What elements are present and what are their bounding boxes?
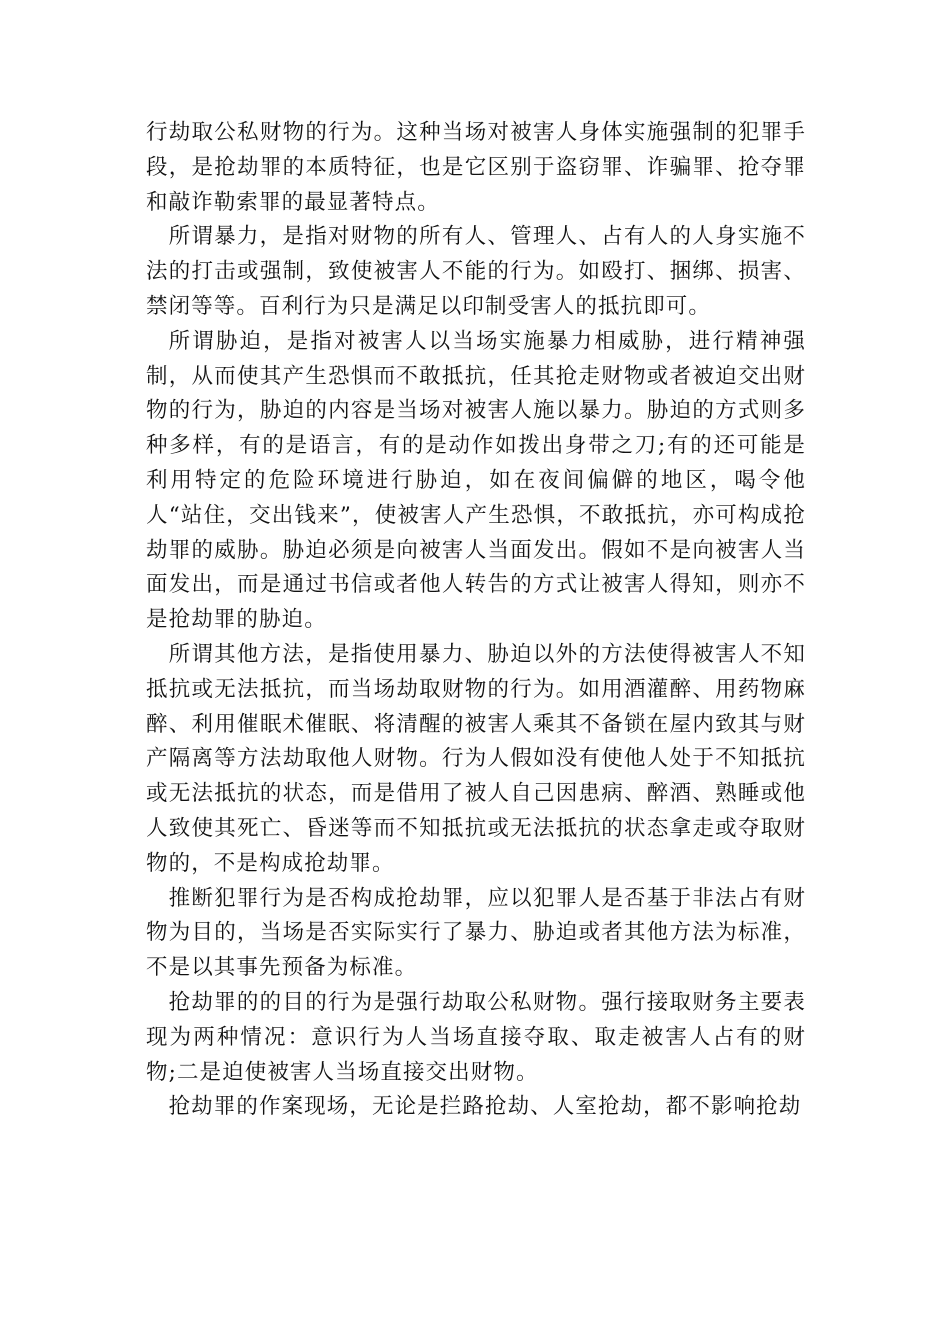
paragraph-2: 所谓暴力，是指对财物的所有人、管理人、占有人的人身实施不法的打击或强制，致使被害人不能的行为。如殴打、捆绑、损害、禁闭等等。百利行为只是满足以印制受害人的抵抗即可。	[146, 224, 806, 319]
paragraph-7: 抢劫罪的作案现场，无论是拦路抢劫、人室抢劫，都不影响抢劫	[168, 1094, 802, 1120]
paragraph-4: 所谓其他方法，是指使用暴力、胁迫以外的方法使得被害人不知抵抗或无法抵抗，而当场劫取财物的行为。如用酒灌醉、用药物麻醉、利用催眠术催眠、将清醒的被害人乘其不备锁在屋内致其与财产隔离等方法劫取他人财物。行为人假如没有使他人处于不知抵抗或无法抵抗的状态，而是借用了被人自己因患病、醉酒、熟睡或他人致使其死亡、昏迷等而不知抵抗或无法抵抗的状态拿走或夺取财物的，不是构成抢劫罪。	[146, 641, 806, 876]
paragraph-6: 抢劫罪的的目的行为是强行劫取公私财物。强行接取财务主要表现为两种情况：意识行为人当场直接夺取、取走被害人占有的财物;二是迫使被害人当场直接交出财物。	[146, 989, 806, 1085]
paragraph-5: 推断犯罪行为是否构成抢劫罪，应以犯罪人是否基于非法占有财物为目的，当场是否实际实行了暴力、胁迫或者其他方法为标准，不是以其事先预备为标准。	[146, 885, 806, 981]
document-body	[146, 116, 806, 1125]
paragraph-3: 所谓胁迫，是指对被害人以当场实施暴力相威胁，进行精神强制，从而使其产生恐惧而不敢抵抗，任其抢走财物或者被迫交出财物的行为，胁迫的内容是当场对被害人施以暴力。胁迫的方式则多种多样，有的是语言，有的是动作如拨出身带之刀;有的还可能是利用特定的危险环境进行胁迫，如在夜间偏僻的地区，喝令他人“站住，交出钱来”，使被害人产生恐惧，不敢抵抗，亦可构成抢劫罪的威胁。胁迫必须是向被害人当面发出。假如不是向被害人当面发出，而是通过书信或者他人转告的方式让被害人得知，则亦不是抢劫罪的胁迫。	[146, 328, 806, 633]
paragraph-1: 行劫取公私财物的行为。这种当场对被害人身体实施强制的犯罪手段，是抢劫罪的本质特征，也是它区别于盗窃罪、诈骗罪、抢夺罪和敲诈勒索罪的最显著特点。	[146, 120, 806, 215]
